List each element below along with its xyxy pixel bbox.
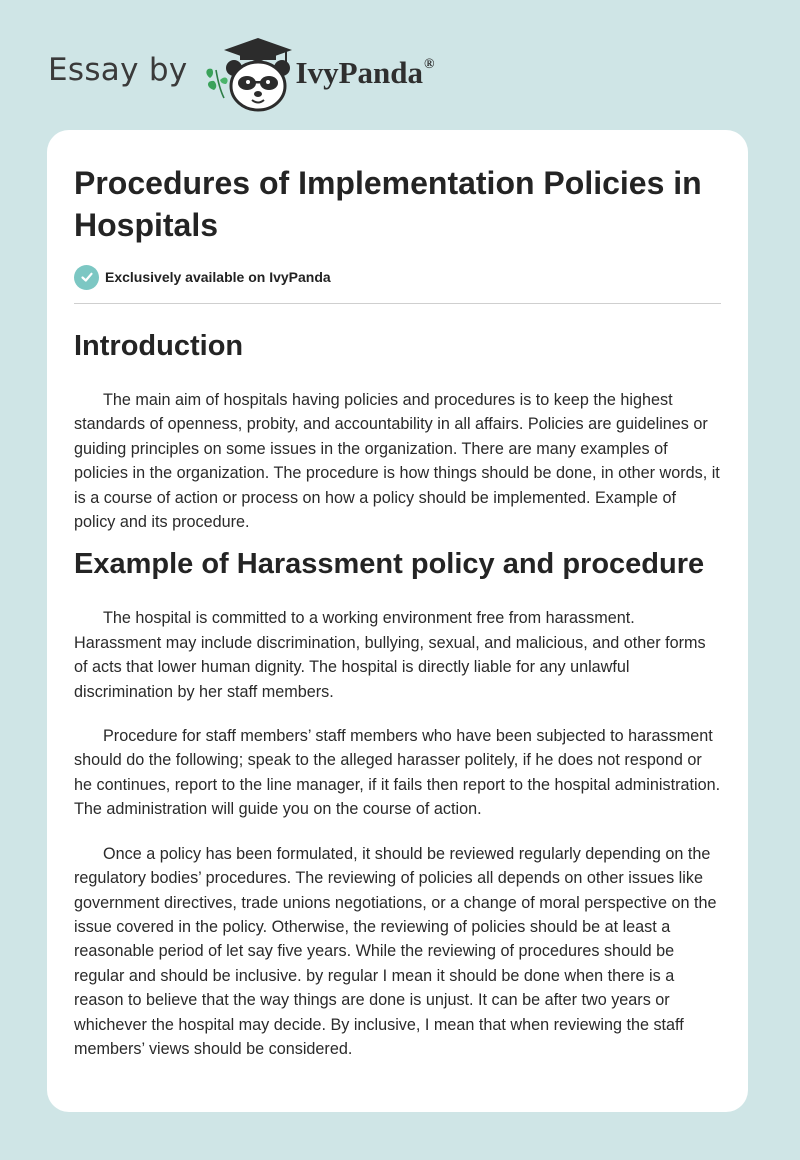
brand-name[interactable]: IvyPanda® — [295, 55, 435, 90]
leaf-icon — [206, 69, 227, 98]
paragraph: The main aim of hospitals having policies and procedures is to keep the highest standards of openness, probity, and accountability in all affairs. Policies are guidelines or guiding principles on some issues in the organization. There are many examples of policies in the organization. The procedure is how things should be done, in other words, it is a course of action or process on how a policy should be implemented. Example of policy and its procedure. — [74, 391, 720, 532]
paragraph: The hospital is committed to a working environment free from harassment. Harassment may include discrimination, bullying, sexual, and malicious, and other forms of acts that lower human dignity. The hospital is directly liable for any unlawful discrimination by her staff members. — [74, 609, 706, 701]
paragraph: Once a policy has been formulated, it should be reviewed regularly depending on the regulatory bodies’ procedures. The reviewing of policies all depends on other issues like government directives, trade unions negotiations, or a change of moral perspective on the issue covered in the policy. Otherwise, the reviewing of policies should be at least a reasonable period of let say five years. While the reviewing of procedures should be regular and should be inclusive. by regular I mean it should be done when there is a reason to believe that the way things are done is unjust. It can be after two years or whichever the hospital may decide. By inclusive, I mean that when reviewing the staff members’ views should be considered. — [74, 844, 717, 1058]
essay-card — [47, 130, 748, 1112]
panda-logo-icon[interactable] — [202, 34, 294, 114]
exclusive-badge — [74, 264, 721, 290]
check-icon — [74, 265, 99, 290]
badge-label: Exclusively available on IvyPanda — [105, 269, 331, 285]
registered-mark: ® — [424, 57, 435, 72]
essay-by-label: Essay by — [48, 52, 188, 88]
section-heading: Introduction — [74, 330, 244, 362]
site-header — [48, 34, 434, 114]
paragraph: Procedure for staff members’ staff members who have been subjected to harassment should do the following; speak to the alleged harasser politely, if he does not respond or he continues, report to the line manager, if it fails then report to the hospital administration. The administration will guide you on the course of action. — [74, 727, 721, 819]
section-heading: Example of Harassment policy and procedure — [74, 548, 705, 581]
page-title: Procedures of Implementation Policies in Hospitals — [74, 165, 702, 243]
divider — [74, 303, 721, 304]
